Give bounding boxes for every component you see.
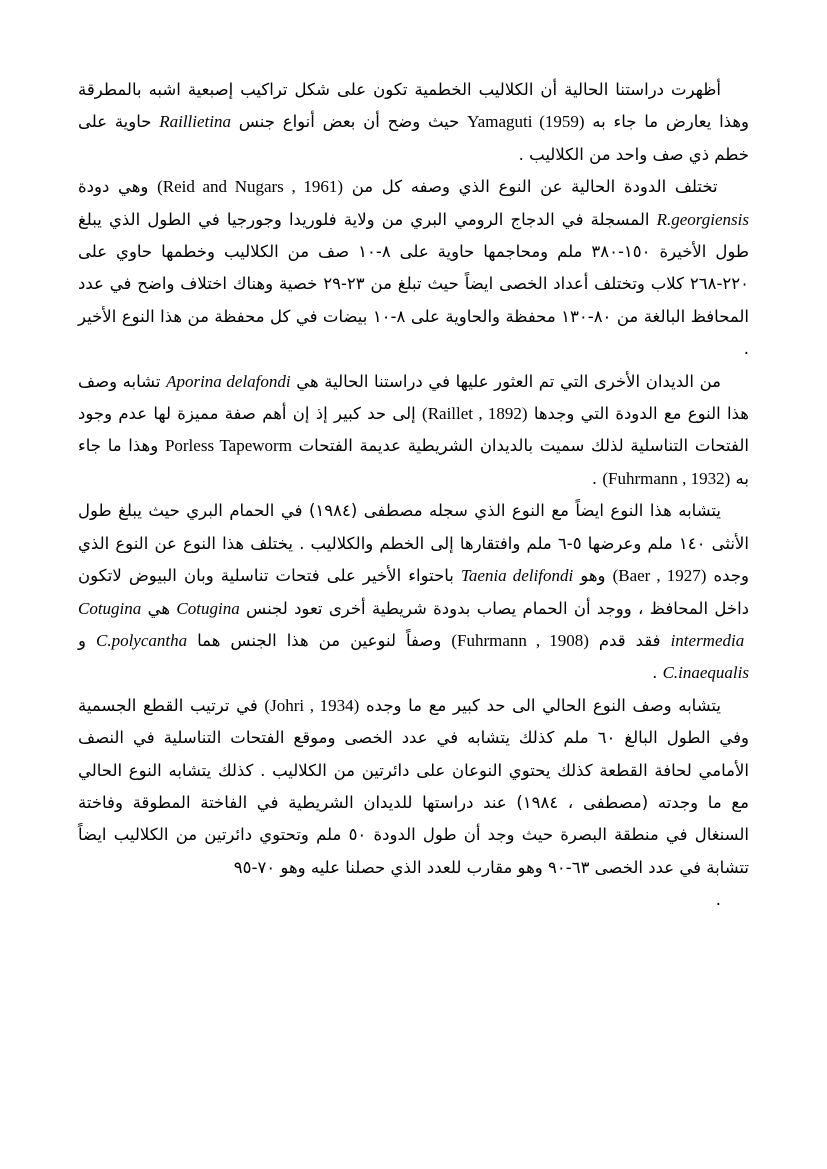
- text-segment: .: [591, 468, 598, 488]
- citation-yamaguti: Yamaguti (1959): [467, 112, 585, 132]
- paragraph-5: [78, 690, 749, 884]
- text-segment: في ترتيب القطع الجسمية وفي الطول البالغ ٦٠ ملم كذلك يتشابه في عدد الخصى وموقع الفتحات التناسلية في النصف الأمامي لحافة القطعة كذلك يحتوي النوعان على دائرتين من الكلاليب . كذلك يتشابه النوع الحالي مع ما وجدته (مصطفى ، ١٩٨٤) عند دراستها للديدان الشريطية في الفاختة المطوقة وفاختة السنغال في منطقة البصرة حيث وجد أن طول الدودة ٥٠ ملم وتحتوي دائرتين من الكلاليب ايضاً تتشابة في عدد الخصى ٦٣-٩٠ وهو مقارب للعدد الذي حصلنا عليه وهو ٧٠-٩٥: [78, 695, 749, 877]
- text-segment: باحتواء الأخير على فتحات تناسلية وبان البيوض لاتكون داخل المحافظ ، ووجد أن الحمام يصاب بدودة شريطية أخرى تعود لجنس: [78, 566, 749, 618]
- species-taenia-delifondi: Taenia delifondi: [461, 566, 574, 586]
- species-raillietina: Raillietina: [159, 112, 231, 132]
- text-segment: هي: [141, 598, 171, 618]
- trailing-period: .: [715, 890, 721, 910]
- species-c-polycantha: C.polycantha: [95, 630, 188, 650]
- genus-cotugina: Cotugina: [176, 598, 240, 618]
- paragraph-2: [78, 171, 749, 365]
- citation-reid-nugars: (Reid and Nugars , 1961): [157, 177, 344, 197]
- citation-fuhrmann-1908: (Fuhrmann , 1908): [451, 630, 589, 650]
- species-r-georgiensis: R.georgiensis: [656, 209, 749, 229]
- text-segment: وهو: [573, 566, 606, 586]
- text-segment: وهي دودة: [78, 177, 149, 197]
- text-segment: .: [652, 663, 658, 683]
- text-segment: حيث وضح أن بعض أنواع جنس: [231, 112, 460, 132]
- text-segment: وصفاً لنوعين من هذا الجنس هما: [187, 630, 442, 650]
- text-segment: المسجلة في الدجاج الرومي البري من ولاية فلوريدا وجورجيا في الطول الذي يبلغ طول الأخيرة ١٥٠-٣٨٠ ملم ومحاجمها حاوية على ٨-١٠ صف من الكلاليب وخطمها حاوي على ٢٢٠-٢٦٨ كلاب وتختلف أعداد الخصى ايضاً حيث تبلغ من ٢٣-٢٩ خصية وهناك اختلاف واضح في عدد المحافظ البالغة من ٨٠-١٣٠ محفظة والحاوية على ٨-١٠ بيضات في كل محفظة من هذا النوع الأخير .: [78, 209, 750, 359]
- document-body: [78, 74, 749, 917]
- citation-baer: (Baer , 1927): [612, 566, 707, 586]
- paragraph-4: [78, 495, 749, 689]
- text-segment: تشابه وصف هذا النوع مع الدودة التي وجدها: [78, 371, 749, 424]
- species-aporina-delafondi: Aporina delafondi: [166, 371, 291, 391]
- citation-johri: (Johri , 1934): [264, 695, 360, 715]
- species-cotugina-intermedia: Cotugina intermedia: [78, 598, 745, 650]
- species-c-inaequalis: C.inaequalis: [662, 663, 749, 683]
- text-segment: و: [78, 630, 86, 650]
- text-segment: وهذا ما جاء به: [78, 436, 749, 488]
- text-segment: فقد قدم: [588, 630, 661, 650]
- text-segment: أظهرت دراستنا الحالية أن الكلاليب الخطمية تكون على شكل تراكيب إصبعية اشبه بالمطرقة وهذا يعارض ما جاء به: [78, 80, 749, 132]
- text-segment: يتشابه هذا النوع ايضاً مع النوع الذي سجله مصطفى (١٩٨٤) في الحمام البري حيث يبلغ طول الأنثى ١٤٠ ملم وعرضها ٥-٦ ملم وافتقارها إلى الخطم والكلاليب . يختلف هذا النوع عن النوع الذي وجده: [78, 501, 749, 586]
- text-segment: يتشابه وصف النوع الحالي الى حد كبير مع ما وجده: [359, 695, 721, 715]
- paragraph-3: [78, 366, 749, 496]
- citation-fuhrmann-1932: (Fuhrmann , 1932): [602, 468, 731, 488]
- term-porless-tapeworm: Porless Tapeworm: [164, 436, 292, 456]
- paragraph-1: [78, 74, 749, 171]
- citation-raillet: (Raillet , 1892): [422, 404, 528, 424]
- text-segment: إلى حد كبير إذ إن أهم صفة مميزة لها عدم وجود الفتحات التناسلية لذلك سميت بالديدان الشريطية عديمة الفتحات: [78, 404, 749, 456]
- text-segment: تختلف الدودة الحالية عن النوع الذي وصفه كل من: [343, 177, 718, 197]
- text-segment: من الديدان الأخرى التي تم العثور عليها في دراستنا الحالية هي: [290, 371, 721, 391]
- text-segment: حاوية على خطم ذي صف واحد من الكلاليب .: [78, 112, 749, 164]
